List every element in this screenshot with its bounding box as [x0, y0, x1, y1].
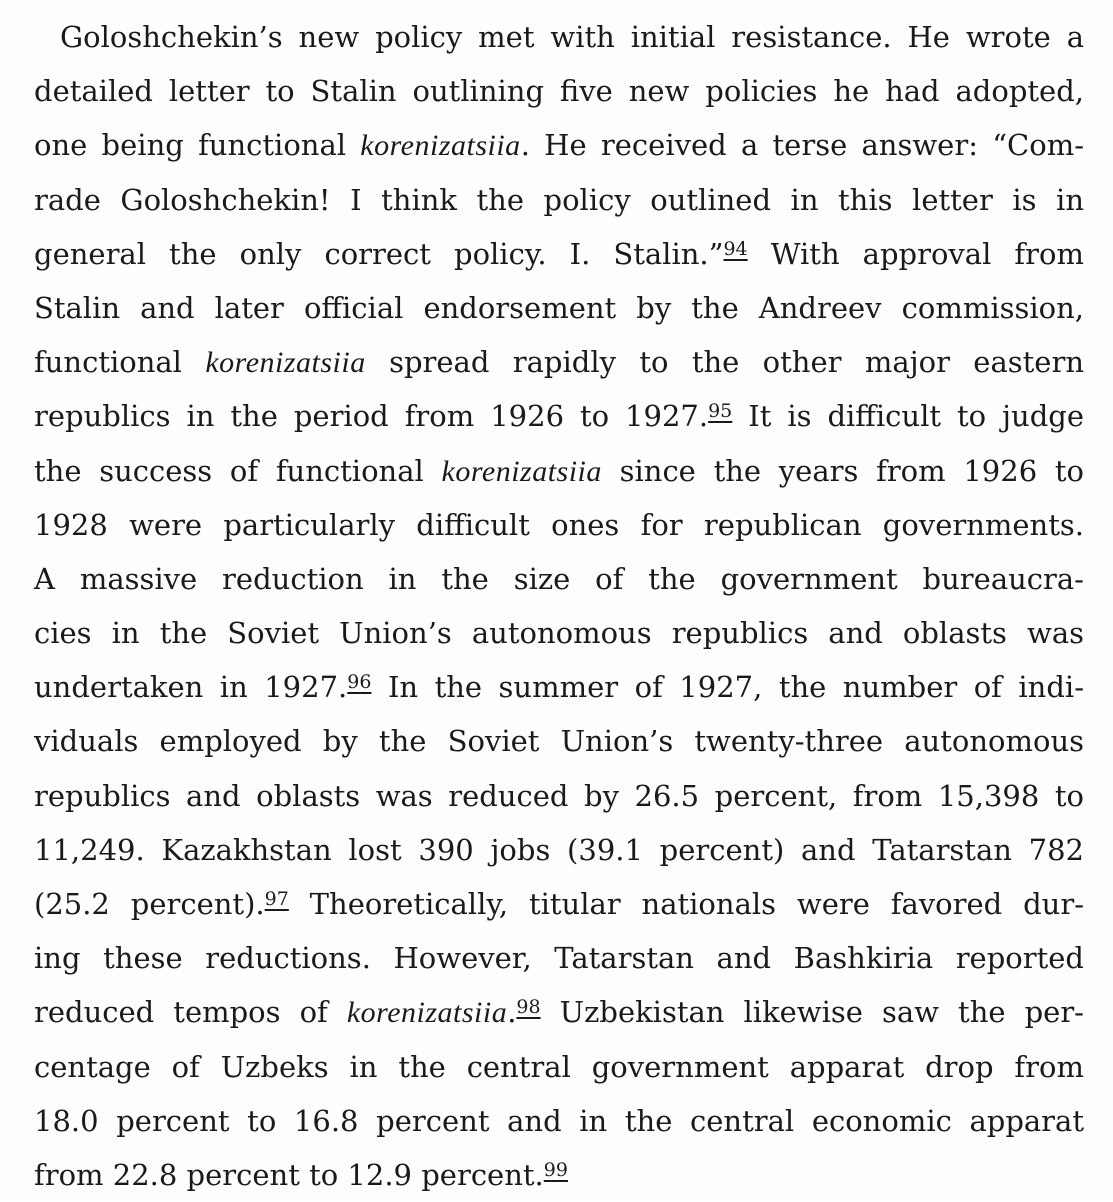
paragraph-line: [34, 552, 1084, 606]
footnote-link-95[interactable]: 95: [708, 400, 733, 423]
line-text: from 22.8 percent to 12.9 percent.: [34, 1157, 544, 1192]
paragraph-line: [34, 877, 1084, 931]
line-text: (25.2 percent).: [34, 887, 265, 921]
line-text: 18.0 percent to 16.8 percent and in the central economic apparat: [34, 1103, 1084, 1138]
line-text: ing these reductions. However, Tatarstan and Bashkiria reported: [34, 941, 1084, 976]
line-text: 1928 were particularly difficult ones for republican governments.: [34, 507, 1084, 542]
line-text: republics and oblasts was reduced by 26.5 percent, from 15,398 to: [34, 778, 1084, 813]
paragraph-line: [34, 769, 1084, 823]
line-text: With approval from: [747, 236, 1084, 271]
line-text: undertaken in 1927.: [34, 670, 348, 705]
line-text: viduals employed by the Soviet Union’s twenty-three autonomous: [34, 724, 1084, 759]
paragraph-line: [34, 444, 1084, 498]
line-text: It is difficult to judge: [732, 399, 1085, 434]
line-text: general the only correct policy. I. Stalin.”: [34, 236, 724, 271]
line-text: A massive reduction in the size of the government bureaucra-: [34, 561, 1084, 596]
paragraph-line: [34, 227, 1084, 281]
line-text: since the years from 1926 to: [601, 453, 1084, 488]
line-text: centage of Uzbeks in the central government apparat drop from: [34, 1049, 1084, 1084]
line-text: functional: [34, 345, 206, 380]
paragraph-line: [34, 985, 1084, 1039]
paragraph-line: [34, 335, 1084, 389]
line-text: republics in the period from 1926 to 1927.: [34, 399, 709, 434]
line-text: . He received a terse answer: “Com-: [520, 128, 1085, 163]
footnote-link-98[interactable]: 98: [516, 996, 541, 1019]
line-text: 11,249. Kazakhstan lost 390 jobs (39.1 percent) and Tatarstan 782: [34, 832, 1084, 867]
paragraph-line: [34, 498, 1084, 552]
footnote-link-97[interactable]: 97: [264, 888, 289, 910]
paragraph-line: [34, 281, 1084, 335]
line-text: Goloshchekin’s new policy met with initial resistance. He wrote a: [60, 20, 1084, 54]
line-text: .: [507, 995, 517, 1030]
paragraph-line: [34, 64, 1084, 118]
line-text: Theoretically, titular nationals were favored dur-: [288, 887, 1084, 921]
paragraph-line: [34, 1094, 1084, 1148]
italic-term: korenizatsiia: [441, 454, 602, 488]
line-text: spread rapidly to the other major eastern: [365, 345, 1084, 380]
line-text: Stalin and later official endorsement by the Andreev commission,: [34, 290, 1084, 325]
paragraph-line: [34, 931, 1084, 985]
paragraph-line: [34, 1148, 1084, 1202]
line-text: In the summer of 1927, the number of indi-: [371, 670, 1084, 705]
line-text: the success of functional: [34, 453, 442, 488]
paragraph-line: [34, 1040, 1084, 1094]
footnote-link-94[interactable]: 94: [723, 237, 748, 260]
line-text: one being functional: [34, 128, 361, 163]
paragraph-line: [34, 823, 1084, 877]
italic-term: korenizatsiia: [205, 346, 366, 380]
footnote-link-96[interactable]: 96: [347, 671, 372, 694]
italic-term: korenizatsiia: [360, 129, 521, 163]
paragraph-line: [34, 389, 1084, 443]
body-paragraph: [34, 10, 1084, 1202]
line-text: reduced tempos of: [34, 995, 347, 1030]
paragraph-line: [34, 173, 1084, 227]
line-text: rade Goloshchekin! I think the policy outlined in this letter is in: [34, 182, 1084, 217]
paragraph-line: [34, 714, 1084, 768]
footnote-link-99[interactable]: 99: [543, 1158, 568, 1181]
paragraph-line: [34, 118, 1084, 172]
paragraph-line: [34, 606, 1084, 660]
line-text: Uzbekistan likewise saw the per-: [540, 995, 1084, 1030]
line-text: cies in the Soviet Union’s autonomous republics and oblasts was: [34, 616, 1084, 651]
line-text: detailed letter to Stalin outlining five new policies he had adopted,: [34, 74, 1084, 109]
paragraph-line: [34, 660, 1084, 714]
paragraph-line: [34, 10, 1084, 64]
italic-term: korenizatsiia: [346, 996, 508, 1030]
